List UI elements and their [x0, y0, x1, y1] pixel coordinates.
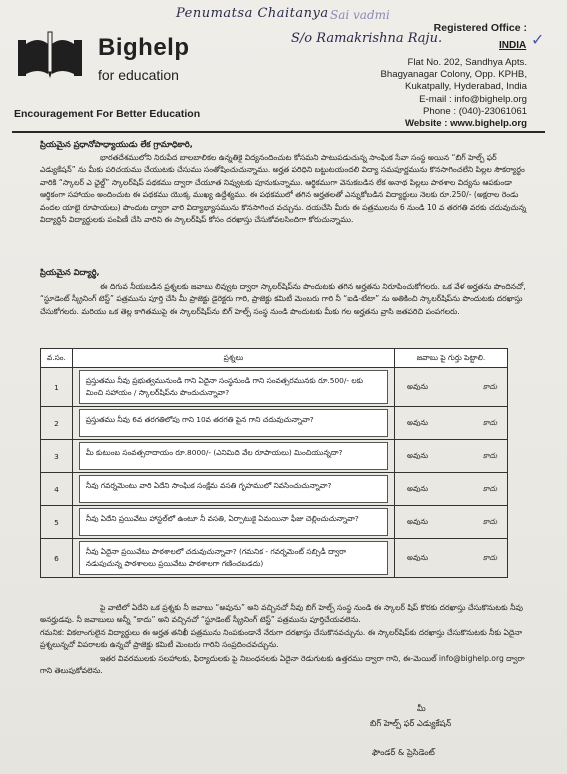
registered-office-label: Registered Office : — [433, 22, 527, 34]
row-number: 3 — [41, 440, 73, 473]
header-divider — [12, 131, 545, 133]
answer-no[interactable]: కాదు — [482, 552, 497, 562]
table-row — [41, 473, 508, 506]
answer-no[interactable]: కాదు — [482, 516, 497, 526]
answer-yes[interactable]: అవును — [407, 483, 429, 493]
question-text: ప్రస్తుతము నీవు ప్రభుత్వమునుండి గాని ఏదైనా సంస్థనుండి గాని సంవత్సరమునకు రూ.500/- లకు మించి సహాయం / స్కాలర్‌షిప్‌ను పొందుచున్నావా? — [79, 370, 388, 404]
answer-yes[interactable]: అవును — [407, 417, 429, 427]
brand-name: Bighelp — [98, 34, 190, 61]
eligibility-table — [40, 348, 508, 578]
row-number: 1 — [41, 368, 73, 407]
book-logo-icon — [14, 30, 86, 80]
col-header-sno: వ.సం. — [41, 349, 73, 368]
question-text: నీవు గవర్నమెంటు వారి ఏదేని సాంఘిక సంక్షేమ వసతి గృహములో నివసించుచున్నావా? — [79, 475, 388, 503]
table-row — [41, 368, 508, 407]
address-line: Bhagyanagar Colony, Opp. KPHB, — [380, 69, 527, 81]
row-number: 2 — [41, 407, 73, 440]
website-line: Website : www.bighelp.org — [404, 118, 527, 130]
answer-options — [401, 517, 501, 528]
answer-options — [401, 418, 501, 429]
note-paragraph: గమనిక: వికలాంగులైన విద్యార్థులు ఈ అర్హత తనిఖీ పత్రమును నింపకుండానే నేరుగా దరఖాస్తు చేసుకొనవచ్చును. ఈ స్కాలర్‌షిప్‌కు దరఖాస్తు చేసుకొనుటకు నీకు ఏదైనా ప్రశ్నలున్నచో విపరాలకు ఉన్నచో ప్రాజెక్టు కమిటీ మెంబరు గారిని సంప్రదించవచ్చును. — [40, 628, 523, 650]
question-text: నీవు ఏదేని ప్రయివేటు హాస్టల్‌లో ఉంటూ నీ వసతి, ఏర్పాటుకై ఏమయినా ఫీజు చెల్లించుచున్నావా? — [79, 508, 388, 536]
founder-signature: ఫౌండర్ & ప్రెసిడెంట్ — [372, 747, 435, 757]
table-row — [41, 506, 508, 539]
answer-options — [401, 382, 501, 393]
table-row — [41, 407, 508, 440]
ineligibility-paragraph: పై వాటిలో ఏదేని ఒక ప్రశ్నకు నీ జవాబు “అవును” అని వచ్చినచో నీవు బిగ్ హెల్ప్ సంస్థ నుండి ఈ స్కాలర్ షిప్ కొరకు దరఖాస్తు చేసుకొనుటకు నీవు అనర్హుడవు. నీ జవాబులు అన్నీ “కాదు” అని వచ్చినచో “స్టూడెంట్ స్క్రీనింగ్ టెస్ట్” పత్రమును పూర్తిచేయవలెను. — [40, 603, 523, 625]
phone-line: Phone : (040)-23061061 — [422, 105, 527, 117]
answer-yes[interactable]: అవును — [407, 552, 429, 562]
check-mark-icon: ✓ — [531, 30, 545, 49]
handwritten-name-faint: Sai vadmi — [330, 8, 390, 22]
handwritten-guardian: S/o Ramakrishna Raju. — [291, 31, 443, 46]
answer-options — [401, 451, 501, 462]
closing-word: మీ — [417, 703, 426, 713]
row-number: 6 — [41, 539, 73, 578]
question-text: ప్రస్తుతము నీవు 6వ తరగతిలోపు గాని 10వ తరగతి పైన గాని చదువుచున్నావా? — [79, 409, 388, 437]
table-row — [41, 539, 508, 578]
answer-no[interactable]: కాదు — [482, 417, 497, 427]
tagline: Encouragement For Better Education — [14, 108, 201, 120]
question-text: నీవు ఏదైనా ప్రయివేటు పాఠశాలలో చదువుచున్నావా? (గమనిక - గవర్నమెంట్ సబ్సిడీ ద్వారా నడుపుచున్న పాఠశాలలు ప్రయివేటు పాఠశాలగా గణించబడదు) — [79, 541, 388, 575]
country-label: INDIA — [499, 40, 527, 51]
table-header-row — [41, 349, 508, 368]
office-address — [381, 57, 527, 130]
organisation-signature: బిగ్ హెల్ప్ ఫర్ ఎడ్యుకేషన్ — [370, 718, 452, 728]
col-header-question: ప్రశ్నలు — [72, 349, 394, 368]
salutation-headmaster: ప్రియమైన ప్రధానోపాధ్యాయుడు లేక గ్రామాధికారి, — [40, 139, 193, 149]
col-header-answer: జవాబు పై గుర్తు పెట్టాలి. — [395, 349, 508, 368]
answer-yes[interactable]: అవును — [407, 450, 429, 460]
brand-subtitle: for education — [98, 67, 179, 83]
email-line: E-mail : info@bighelp.org — [419, 93, 527, 105]
answer-no[interactable]: కాదు — [482, 483, 497, 493]
question-text: మీ కుటుంబ సంవత్సరాదాయం రూ.8000/- (ఎనిమిది వేల రూపాయలు) మించియున్నదా? — [79, 442, 388, 470]
answer-options — [401, 553, 501, 564]
instructions-paragraph: ఈ దిగువ నీయబడిన ప్రశ్నలకు జవాబు లివ్వుట ద్వారా స్కాలర్‌షిప్‌ను పొందుటకు తగిన అర్హతను నిరూపించుకోగలరు. ఒక వేళ అర్హతను పొందినచో, “స్టూడెంట్ స్క్రీనింగ్ టెస్ట్” పత్రమును పూర్తి చేసి మీ ప్రాజెక్టు డైరెక్టరు గారి, ప్రాజెక్టు కమిటీ మెంబరు గారి నీ “ఐడి-టేటా” ను అతికించి స్కాలర్‌షిప్‌ను పొందుటకు దరఖాస్తు చేసుకోగలరు. మరియు ఒక తెల్ల కాగితముపై ఈ స్కాలర్‌షిప్‌ను బిగ్ హెల్ప్ సంస్థ నుండి పొందుటకు మీకు గల అర్హతను వ్రాసి జతపరిచి పంపగలరు. — [40, 282, 526, 316]
answer-no[interactable]: కాదు — [482, 450, 497, 460]
address-line: Kukatpally, Hyderabad, India — [405, 81, 527, 93]
row-number: 5 — [41, 506, 73, 539]
contact-paragraph: ఇతర వివరములకు సలహాలకు, ఫిర్యాదులకు పై నిబంధనలకు ఏదైనా రెడుగుటకు ఉత్తరము ద్వారా గాని, ఈ-మెయిల్ info@bighelp.org ద్వారా గాని తెలుపుకోవలెను. — [40, 654, 525, 676]
salutation-student: ప్రియమైన విద్యార్థి, — [40, 267, 100, 277]
address-line: Flat No. 202, Sandhya Apts. — [407, 57, 527, 68]
answer-options — [401, 484, 501, 495]
table-row — [41, 440, 508, 473]
answer-no[interactable]: కాదు — [482, 381, 497, 391]
intro-paragraph: భారతదేశములోని నిరుపేద బాలబాలికల ఉన్నతికై విద్యనందించుట కోసమని పాటుపడుచున్న సాంఘిక సేవా సంస్థ అయిన “బిగ్ హెల్ప్ ఫర్ ఎడ్యుకేషన్” ను మీకు పరిచయము చేయుటకు చేసుము సంతోషించుచున్నాము. అర్హత పరిధిని బట్టుటయందలి విద్యా సమపూర్ణమును కొనసాగించలేని పిల్లల సౌకర్యార్థం వారికి “స్కాలర్ ఎ ఛైల్డ్” స్కాలర్‌షిప్ పథకము ద్వారా చేయూత నివ్వుటకు పూనుకున్నాము. ఆర్థికముగా వెనుకబడిన లేక అనాథ పిల్లలు పాఠశాల విద్యను ఆపకుండా ఆర్థికంగా సహాయం అందించుట ఈ పథకము యొక్క ముఖ్య ఉద్దేశ్యము. ఈ పథకములో తగిన అర్హతలతో ఎన్నుకోబడిన విద్యార్థులు నెలకు రూ.250/- (అక్షరాల రెండు వందల యాభై రూపాయలు) పొందుట ద్వారా వారి విద్యాభ్యాసమును కొనసాగించ వచ్చును. దయచేసి మీరు ఈ పత్రములను 6 నుండి 10 వ తరగతి వరకు చదువుచున్న విద్యార్థినీ విద్యార్థులకు పంపిణీ చేసి వారిని ఈ స్కాలర్‌షిప్ కోసం దరఖాస్తు చేసుకోవలసిందిగా కోరుచున్నాము. — [40, 153, 527, 225]
answer-yes[interactable]: అవును — [407, 516, 429, 526]
answer-yes[interactable]: అవును — [407, 381, 429, 391]
handwritten-name: Penumatsa Chaitanya — [176, 6, 329, 21]
row-number: 4 — [41, 473, 73, 506]
